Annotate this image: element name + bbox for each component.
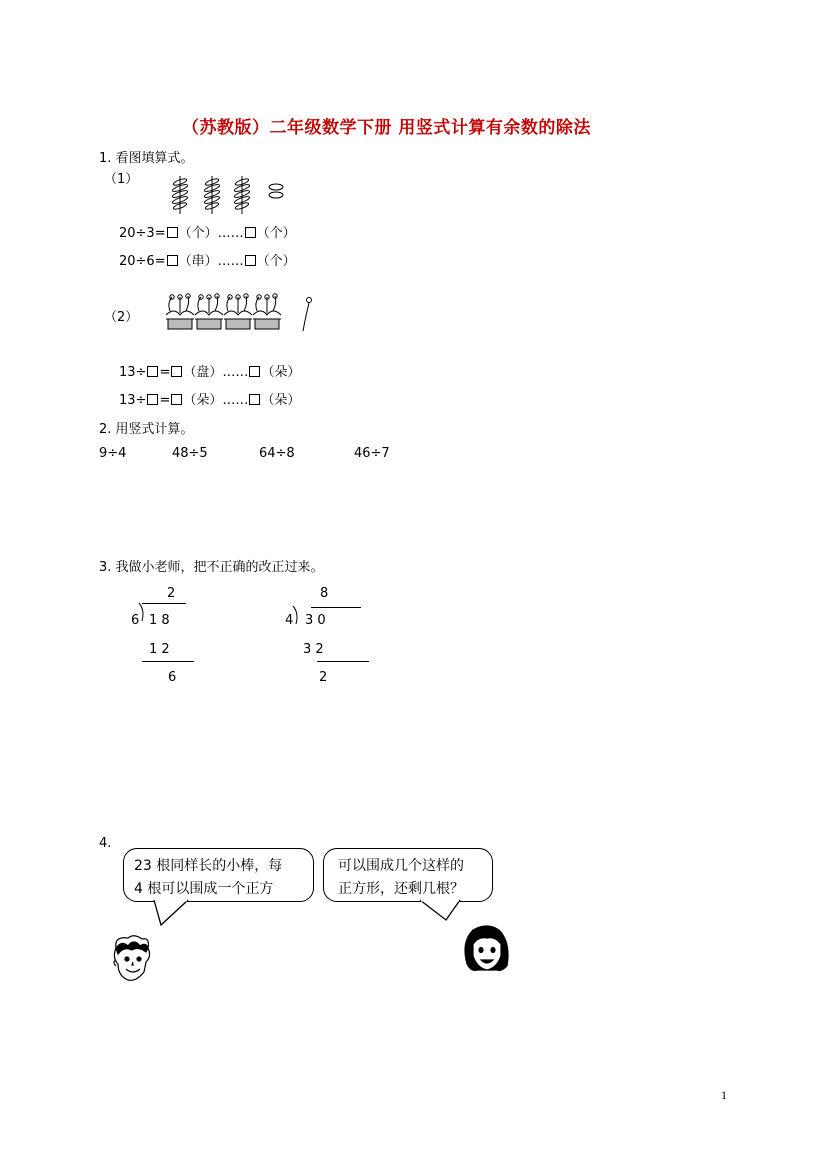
grape-bunch-1 xyxy=(172,176,189,214)
q2-problem: 48÷5 xyxy=(172,446,208,461)
quotient: 8 xyxy=(320,586,329,601)
q3-heading: 3. 我做小老师，把不正确的改正过来。 xyxy=(99,560,324,575)
division-bracket xyxy=(139,603,147,623)
dividend: 1 8 xyxy=(149,613,170,628)
q1-equation-1: 20÷3= （个）…… （个） xyxy=(119,226,296,241)
answer-box[interactable] xyxy=(147,394,158,405)
q1-part2-label: （2） xyxy=(104,310,139,325)
subtraction-line xyxy=(142,661,194,662)
division-bar xyxy=(142,603,186,604)
q2-problem: 64÷8 xyxy=(259,446,295,461)
answer-box[interactable] xyxy=(171,394,182,405)
speech-text: 可以围成几个这样的 xyxy=(338,858,464,874)
q2-problem: 9÷4 xyxy=(99,446,127,461)
girl-cartoon-image xyxy=(459,922,514,977)
speech-bubble-boy xyxy=(123,848,314,902)
subtraction-line xyxy=(317,661,369,662)
remainder: 2 xyxy=(319,670,328,685)
product: 3 2 xyxy=(303,642,324,657)
dividend: 3 0 xyxy=(305,613,326,628)
flower-pot-2 xyxy=(195,294,223,329)
speech-bubble-tail-boy xyxy=(154,900,194,930)
answer-box[interactable] xyxy=(245,255,256,266)
q4-heading: 4. xyxy=(99,836,112,851)
answer-box[interactable] xyxy=(171,366,182,377)
q2-problem: 46÷7 xyxy=(354,446,390,461)
speech-text: 正方形，还剩几根？ xyxy=(338,881,464,897)
answer-box[interactable] xyxy=(147,366,158,377)
q1-heading: 1. 看图填算式。 xyxy=(99,151,194,166)
loose-grapes xyxy=(269,184,283,198)
remainder: 6 xyxy=(168,670,177,685)
flower-pots-illustration xyxy=(160,293,320,333)
q2-heading: 2. 用竖式计算。 xyxy=(99,422,194,437)
boy-cartoon-image xyxy=(108,934,158,984)
divisor: 4 xyxy=(285,613,294,628)
answer-box[interactable] xyxy=(249,366,260,377)
q1-equation-2: 20÷6= （串）…… （个） xyxy=(119,254,296,269)
speech-bubble-girl xyxy=(323,848,493,902)
answer-box[interactable] xyxy=(245,227,256,238)
flower-pot-4 xyxy=(253,294,281,329)
flower-pot-1 xyxy=(166,294,194,329)
page-number: 1 xyxy=(721,1088,727,1102)
page-title: （苏教版）二年级数学下册 用竖式计算有余数的除法 xyxy=(182,118,591,138)
single-flower xyxy=(303,298,312,332)
q1-equation-3: 13÷ = （盘）…… （朵） xyxy=(119,365,301,380)
grape-bunches-illustration xyxy=(168,174,288,214)
speech-text: 4 根可以围成一个正方 xyxy=(134,881,274,897)
division-bracket xyxy=(293,606,301,626)
q1-equation-4: 13÷ = （朵）…… （朵） xyxy=(119,393,301,408)
division-bar xyxy=(311,607,361,608)
grape-bunch-2 xyxy=(204,176,221,214)
speech-text: 23 根同样长的小棒，每 xyxy=(134,858,283,874)
q1-part1-label: （1） xyxy=(104,172,139,187)
product: 1 2 xyxy=(149,642,170,657)
answer-box[interactable] xyxy=(167,255,178,266)
divisor: 6 xyxy=(131,613,140,628)
flower-pot-3 xyxy=(224,294,252,329)
answer-box[interactable] xyxy=(249,394,260,405)
quotient: 2 xyxy=(167,586,176,601)
answer-box[interactable] xyxy=(167,227,178,238)
grape-bunch-3 xyxy=(234,176,251,214)
